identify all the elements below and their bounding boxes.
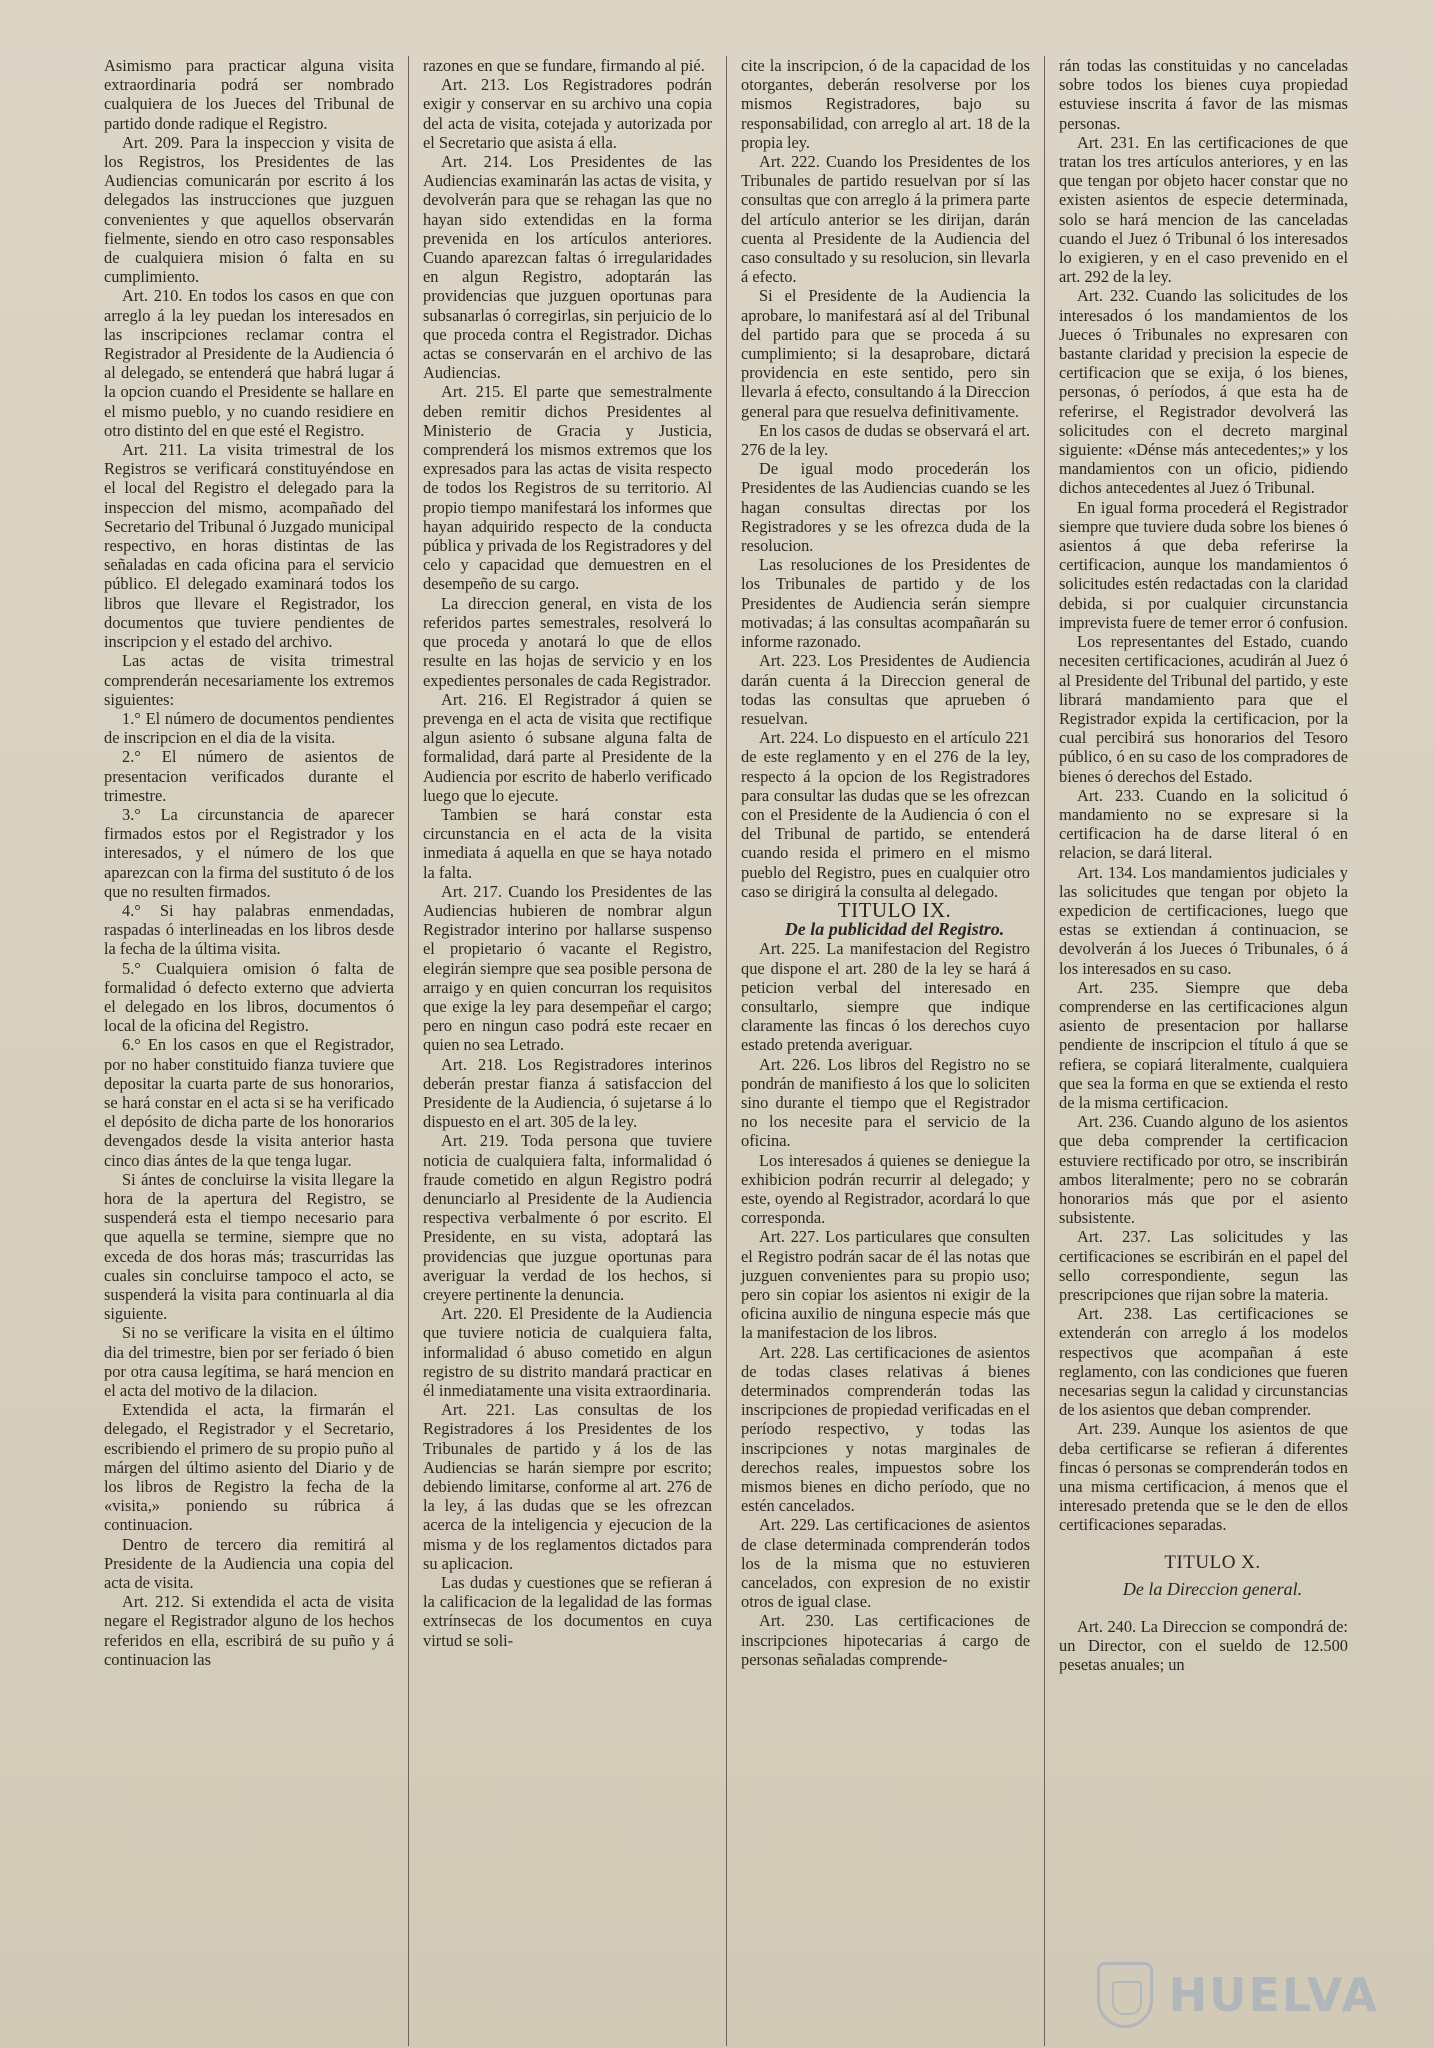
article-paragraph: 2.° El número de asientos de presentacion verificados durante el trimestre. — [104, 747, 394, 805]
article-paragraph: Las actas de visita trimestral comprenderán necesariamente los extremos siguientes: — [104, 651, 394, 709]
article-paragraph: 1.° El número de documentos pendientes de inscripcion en el dia de la visita. — [104, 708, 394, 748]
article-paragraph: En los casos de dudas se observará el art. 276 de la ley. — [741, 420, 1030, 460]
section-subheading: De la publicidad del Registro. — [784, 919, 1005, 940]
article-paragraph: cite la inscripcion, ó de la capacidad de los otorgantes, deberán resolverse por los mismos Registradores, bajo su responsabilidad, con arreglo al art. 18 de la propia ley. — [741, 56, 1030, 152]
article-paragraph: Art. 232. Cuando las solicitudes de los interesados ó los mandamientos de los Jueces ó Tribunales no expresaren con bastante claridad y precision la especie de certificacion que se exija, ó los bienes, personas, ó períodos, á que esta ha de referirse, el Registrador devolverá las solicitudes con el decreto marginal siguiente: «Dénse más antecedentes;» y los mandamientos con un oficio, pidiendo dichos antecedentes al Juez ó Tribunal. — [1059, 286, 1348, 498]
article-paragraph: La direccion general, en vista de los referidos partes semestrales, resolverá lo que proceda y anotará lo que de ellos resulte en las hojas de servicio y en los expedientes personales de cada Registrador. — [423, 593, 712, 690]
article-paragraph: Art. 221. Las consultas de los Registradores á los Presidentes de los Tribunales de partido y á los de las Audiencias se harán siempre por escrito; debiendo limitarse, conforme al art. 276 de la ley, á las dudas que se les ofrezcan acerca de la inteligencia y ejecucion de la misma y de los reglamentos dictados para su aplicacion. — [423, 1400, 712, 1573]
article-paragraph: Art. 228. Las certificaciones de asientos de todas clases relativas á bienes determinados comprenderán todas las inscripciones de propiedad verificadas en el período respectivo, y todas las inscripciones y notas marginales de derechos reales, impuestos sobre los mismos bienes en dicho período, que no estén cancelados. — [741, 1342, 1030, 1516]
section-heading: TITULO X. — [1164, 1551, 1261, 1573]
article-paragraph: Art. 209. Para la inspeccion y visita de los Registros, los Presidentes de las Audiencias comunicarán por escrito á los delegados las instrucciones que juzguen convenientes y que aquellos observarán fielmente, siendo en otro caso responsables de cualquiera mision ó falta en su cumplimiento. — [104, 132, 394, 287]
article-paragraph: Las dudas y cuestiones que se refieran á la calificacion de la legalidad de las formas extrínsecas de los documentos en cuya virtud se soli- — [423, 1573, 712, 1650]
article-paragraph: Extendida el acta, la firmarán el delegado, el Registrador y el Secretario, escribiendo el primero de su propio puño al márgen del último asiento del Diario y de los libros de Registro la fecha de la «visita,» poniendo su rúbrica á continuacion. — [104, 1400, 394, 1535]
section-subheading: De la Direccion general. — [1122, 1578, 1303, 1599]
article-paragraph: Art. 215. El parte que semestralmente deben remitir dichos Presidentes al Ministerio de Gracia y Justicia, comprenderá los mismos extremos que los expresados para las actas de visita respecto de todos los Registros de su territorio. Al propio tiempo manifestará los informes que hayan adquirido respecto de la conducta pública y privada de los Registradores y del celo y capacidad que demuestren en el desempeño de su cargo. — [423, 382, 712, 594]
column-1 — [90, 56, 408, 2046]
column-2 — [408, 56, 726, 2046]
article-paragraph: Art. 222. Cuando los Presidentes de los Tribunales de partido resuelvan por sí las consultas que con arreglo á la primera parte del artículo anterior se les dirijan, darán cuenta al Presidente de la Audiencia del caso consultado y su resolucion, sin llevarla á efecto. — [741, 152, 1030, 287]
article-paragraph: Art. 134. Los mandamientos judiciales y las solicitudes que tengan por objeto la expedicion de certificaciones, luego que estas se extiendan á continuacion, se devolverán á los Jueces ó Tribunales, ó á los interesados en su caso. — [1059, 862, 1348, 978]
article-paragraph: Art. 224. Lo dispuesto en el artículo 221 de este reglamento y en el 276 de la ley, respecto á la opcion de los Registradores para consultar las dudas que se les ofrezcan con el Presidente de la Audiencia ó con el del Tribunal de partido, se entenderá cuando resida el primero en el mismo pueblo del Registro, pues en cualquier otro caso se dirigirá la consulta al delegado. — [741, 728, 1030, 901]
column-4 — [1044, 56, 1362, 2046]
article-paragraph: De igual modo procederán los Presidentes de las Audiencias cuando se les hagan consultas directas por los Registradores y se les ofrezca duda de la resolucion. — [741, 459, 1030, 556]
article-paragraph: Art. 212. Si extendida el acta de visita negare el Registrador alguno de los hechos referidos en ella, escribirá de su puño y á continuacion las — [104, 1592, 394, 1669]
article-paragraph: Art. 231. En las certificaciones de que tratan los tres artículos anteriores, y en las que tengan por objeto hacer constar que no existen asientos de especie determinada, solo se hará mencion de las canceladas cuando el Juez ó Tribunal ó los interesados lo exigieren, y en el caso prevenido en el art. 292 de la ley. — [1059, 132, 1348, 287]
article-paragraph: Art. 235. Siempre que deba comprenderse en las certificaciones algun asiento de presentacion por hallarse pendiente de inscripcion el título á que se refiera, se copiará literalmente, cualquiera que sea la forma en que se extienda el resto de la misma certificacion. — [1059, 977, 1348, 1112]
coat-of-arms-icon — [1097, 1962, 1153, 2028]
article-paragraph: Asimismo para practicar alguna visita extraordinaria podrá ser nombrado cualquiera de los Jueces del Tribunal de partido donde radique el Registro. — [104, 56, 394, 133]
article-paragraph: Art. 240. La Direccion se compondrá de: un Director, con el sueldo de 12.500 pesetas anuales; un — [1059, 1617, 1348, 1675]
article-paragraph: Art. 210. En todos los casos en que con arreglo á la ley puedan los interesados en las inscripciones reclamar contra el Registrador al Presidente de la Audiencia ó al delegado, se entenderá que habrá lugar á la opcion cuando el Presidente se hallare en el mismo pueblo, y no cuando residiere en otro distinto del en que esté el Registro. — [104, 286, 394, 440]
article-paragraph: Art. 227. Los particulares que consulten el Registro podrán sacar de él las notas que juzguen convenientes para su propio uso; pero sin copiar los asientos ni exigir de la oficina auxilio de ninguna especie más que la manifestacion de los libros. — [741, 1227, 1030, 1343]
article-paragraph: Art. 233. Cuando en la solicitud ó mandamiento no se expresare si la certificacion ha de darse literal ó en relacion, se dará literal. — [1059, 785, 1348, 863]
article-paragraph: Dentro de tercero dia remitirá al Presidente de la Audiencia una copia del acta de visita. — [104, 1534, 394, 1593]
article-paragraph: Art. 223. Los Presidentes de Audiencia darán cuenta á la Direccion general de todas las consultas que aprueben ó resuelvan. — [741, 651, 1030, 728]
article-paragraph: Art. 226. Los libros del Registro no se pondrán de manifiesto á los que lo soliciten sino durante el tiempo que el Registrador no los necesite para el servicio de la oficina. — [741, 1054, 1030, 1151]
article-paragraph: Si no se verificare la visita en el último dia del trimestre, bien por ser feriado ó bien por otra causa legítima, se hará mencion en el acta del motivo de la dilacion. — [104, 1323, 394, 1401]
article-paragraph: Los representantes del Estado, cuando necesiten certificaciones, acudirán al Juez ó al Presidente del Tribunal del partido, y este librará mandamiento para que el Registrador expida la certificacion, por la cual percibirá sus honorarios del Tesoro público, ó en su caso de los compradores de bienes ó derechos del Estado. — [1059, 632, 1348, 786]
article-paragraph: Art. 219. Toda persona que tuviere noticia de cualquiera falta, informalidad ó fraude cometido en algun Registro podrá denunciarlo al Presidente de la Audiencia respectiva verbalmente ó por escrito. El Presidente, en su vista, adoptará las providencias que juzgue oportunas para averiguar la verdad de los hechos, si creyere pertinente la denuncia. — [423, 1131, 712, 1304]
article-paragraph: Si ántes de concluirse la visita llegare la hora de la apertura del Registro, se suspenderá esta el tiempo necesario para que aquella se termine, siempre que no exceda de dos horas más; trascurridas las cuales sin concluirse tampoco el acto, se suspenderá la visita para continuarla al dia siguiente. — [104, 1169, 394, 1324]
text-columns — [90, 56, 1394, 2046]
article-paragraph: Art. 217. Cuando los Presidentes de las Audiencias hubieren de nombrar algun Registrador interino por hallarse suspenso el propietario ó vacante el Registro, elegirán siempre que sea posible persona de arraigo y en quien concurran los requisitos que exige la ley para desempeñar el cargo; pero en ningun caso podrá este recaer en quien no sea Letrado. — [423, 881, 712, 1055]
article-paragraph: Art. 236. Cuando alguno de los asientos que deba comprender la certificacion estuviere rectificado por otro, se inscribirán ambos literalmente; pero no se cobrarán honorarios más que por el asiento subsistente. — [1059, 1112, 1348, 1228]
article-paragraph: Art. 237. Las solicitudes y las certificaciones se escribirán en el papel del sello correspondiente, segun las prescripciones que rijan sobre la materia. — [1059, 1227, 1348, 1304]
article-paragraph: Si el Presidente de la Audiencia la aprobare, lo manifestará así al del Tribunal del partido para que se proceda á su cumplimiento; si la desaprobare, dictará providencia en este sentido, pero sin llevarla á efecto, consultando á la Direccion general para que resuelva definitivamente. — [741, 286, 1030, 421]
article-paragraph: Art. 218. Los Registradores interinos deberán prestar fianza á satisfaccion del Presidente de la Audiencia, ó sujetarse á lo dispuesto en el art. 305 de la ley. — [423, 1054, 712, 1132]
article-paragraph: 4.° Si hay palabras enmendadas, raspadas ó interlineadas en los libros desde la fecha de la última visita. — [104, 900, 394, 959]
article-paragraph: Tambien se hará constar esta circunstancia en el acta de la visita inmediata á aquella en que se haya notado la falta. — [423, 804, 712, 882]
section-heading: TITULO IX. — [837, 897, 952, 922]
article-paragraph: Art. 220. El Presidente de la Audiencia que tuviere noticia de cualquiera falta, informalidad ó abuso cometido en algun registro de su distrito mandará practicar en él inmediatamente una visita extraordinaria. — [423, 1304, 712, 1401]
article-paragraph: razones en que se fundare, firmando al pié. — [423, 56, 705, 75]
column-3 — [726, 56, 1044, 2046]
article-paragraph: En igual forma procederá el Registrador siempre que tuviere duda sobre los bienes ó asientos á que deba referirse la certificacion, aunque los mandamientos ó solicitudes estén redactadas con la claridad debida, si por cualquier circunstancia imprevista fuere de temer error ó confusion. — [1059, 497, 1348, 632]
article-paragraph: Art. 225. La manifestacion del Registro que dispone el art. 280 de la ley se hará á peticion verbal del interesado en consultarlo, siempre que indique claramente las fincas ó los derechos cuyo estado pretenda averiguar. — [741, 939, 1030, 1055]
article-paragraph: Art. 214. Los Presidentes de las Audiencias examinarán las actas de visita, y devolverán para que se rehagan las que no hayan sido extendidas en la forma prevenida en los artículos anteriores. Cuando aparezcan faltas ó irregularidades en algun Registro, adoptarán las providencias que juzguen oportunas para subsanarlas ó corregirlas, sin perjuicio de lo que proceda contra el Registrador. Dichas actas se conservarán en el archivo de las Audiencias. — [423, 152, 713, 383]
article-paragraph: Art. 211. La visita trimestral de los Registros se verificará constituyéndose en el local del Registro el delegado para la inspeccion del mismo, acompañado del Secretario del Tribunal ó Juzgado municipal respectivo, en horas distintas de las señaladas en cada oficina para el servicio público. El delegado examinará todos los libros que llevare el Registrador, los documentos que tuviere pendientes de inscripcion y el estado del archivo. — [104, 440, 394, 652]
article-paragraph: 6.° En los casos en que el Registrador, por no haber constituido fianza tuviere que depositar la cuarta parte de sus honorarios, se hará constar en el acta si se ha verificado el depósito de dicha parte de los honorarios devengados desde la visita anterior hasta cinco dias ántes de la que tenga lugar. — [104, 1035, 394, 1170]
watermark-text: HUELVA — [1168, 1968, 1379, 2022]
article-paragraph: 5.° Cualquiera omision ó falta de formalidad ó defecto externo que advierta el delegado en los libros, documentos ó local de la oficina del Registro. — [104, 958, 394, 1036]
watermark — [1097, 1962, 1379, 2028]
article-paragraph: Art. 230. Las certificaciones de inscripciones hipotecarias á cargo de personas señaladas comprende- — [741, 1611, 1030, 1669]
article-paragraph: rán todas las constituidas y no canceladas sobre todos los bienes cuya propiedad estuviese inscrita á favor de las mismas personas. — [1059, 56, 1348, 133]
article-paragraph: Art. 238. Las certificaciones se extenderán con arreglo á los modelos respectivos que acompañan á este reglamento, con las condiciones que fueren necesarias segun la calidad y circunstancias de los asientos que deban comprender. — [1059, 1304, 1348, 1420]
article-paragraph: Art. 229. Las certificaciones de asientos de clase determinada comprenderán todos los de la misma que no estuvieren cancelados, con expresion de no existir otros de igual clase. — [741, 1515, 1030, 1612]
article-paragraph: Art. 239. Aunque los asientos de que deba certificarse se refieran á diferentes fincas ó personas se comprenderán todos en una misma certificacion, á menos que el interesado pretenda que se le den de ellos certificaciones separadas. — [1059, 1419, 1348, 1535]
article-paragraph: 3.° La circunstancia de aparecer firmados estos por el Registrador y los interesados, y el número de los que aparezcan con la firma del sustituto ó de los que no resulten firmados. — [104, 804, 394, 901]
article-paragraph: Los interesados á quienes se deniegue la exhibicion podrán recurrir al delegado; y este, oyendo al Registrador, acordará lo que corresponda. — [741, 1150, 1030, 1228]
article-paragraph: Art. 213. Los Registradores podrán exigir y conservar en su archivo una copia del acta de visita, cotejada y autorizada por el Secretario que asista á ella. — [423, 75, 712, 152]
article-paragraph: Las resoluciones de los Presidentes de los Tribunales de partido y de los Presidentes de Audiencia serán siempre motivadas; á las consultas acompañarán su informe razonado. — [741, 555, 1030, 652]
article-paragraph: Art. 216. El Registrador á quien se prevenga en el acta de visita que rectifique algun asiento ó subsane alguna falta de formalidad, dará parte al Presidente de la Audiencia por escrito de haberlo verificado luego que lo ejecute. — [423, 689, 712, 805]
